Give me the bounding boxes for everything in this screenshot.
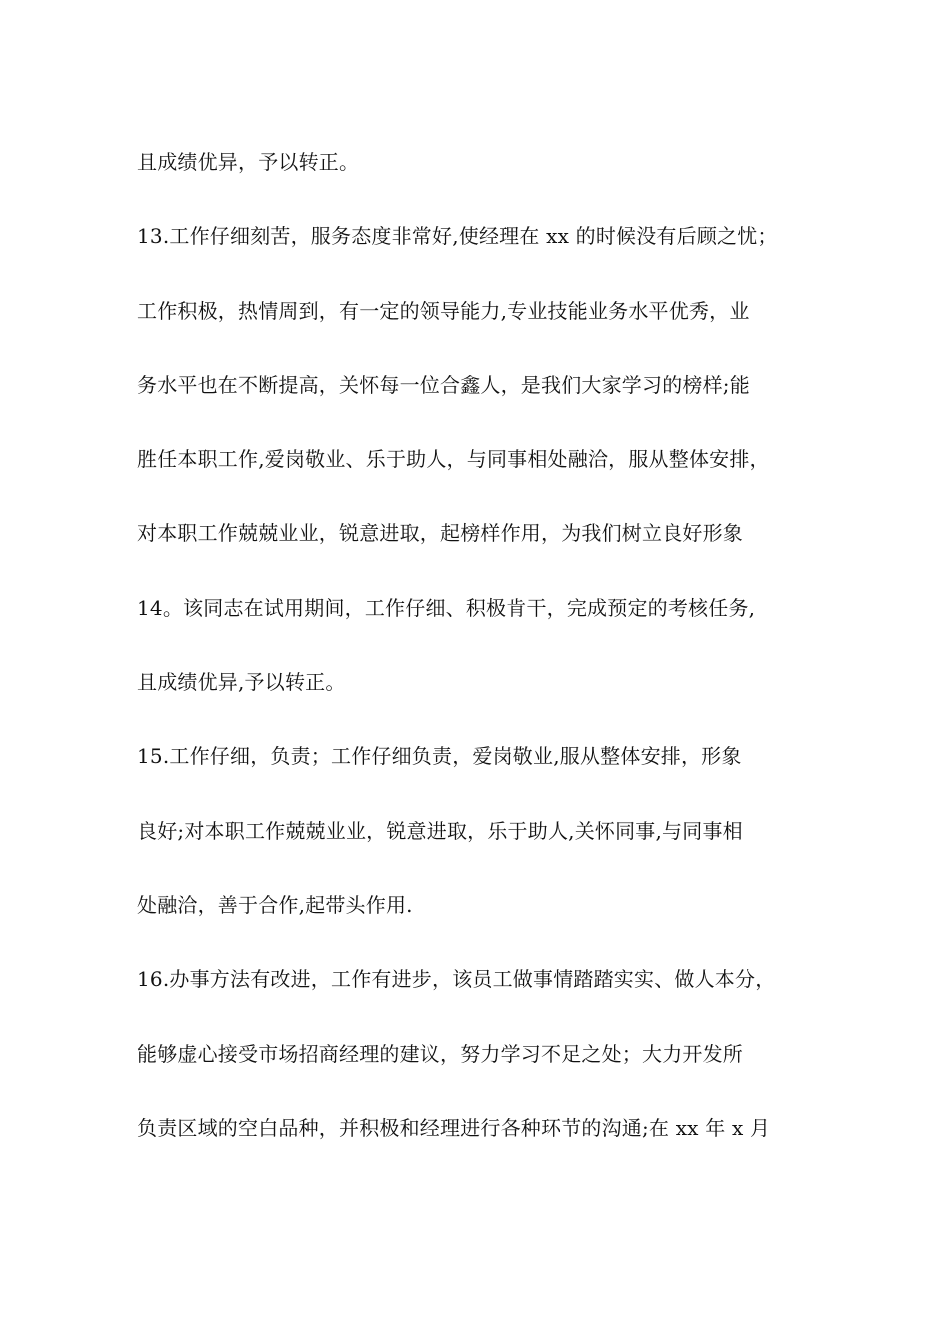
text-line: 且成绩优异,予以转正。 (137, 670, 346, 695)
text-line: 13.工作仔细刻苦，服务态度非常好,使经理在 xx 的时候没有后顾之忧； (137, 224, 778, 249)
document-body (137, 146, 837, 1186)
text-line: 胜任本职工作,爱岗敬业、乐于助人，与同事相处融洽，服从整体安排， (137, 447, 770, 472)
text-line: 务水平也在不断提高，关怀每一位合鑫人，是我们大家学习的榜样;能 (137, 372, 750, 397)
text-line: 对本职工作兢兢业业，锐意进取，起榜样作用，为我们树立良好形象 (137, 521, 743, 546)
text-line: 15.工作仔细，负责；工作仔细负责，爱岗敬业,服从整体安排，形象 (137, 744, 742, 769)
text-line: 工作积极，热情周到，有一定的领导能力,专业技能业务水平优秀，业 (137, 298, 750, 323)
text-line: 良好;对本职工作兢兢业业，锐意进取，乐于助人,关怀同事,与同事相 (137, 818, 743, 843)
text-line: 能够虚心接受市场招商经理的建议，努力学习不足之处；大力开发所 (137, 1041, 743, 1066)
text-line: 负责区域的空白品种，并积极和经理进行各种环节的沟通;在 xx 年 x 月 (137, 1115, 771, 1140)
text-line: 14。该同志在试用期间，工作仔细、积极肯干，完成预定的考核任务, (137, 595, 756, 620)
text-line: 处融洽，善于合作,起带头作用. (137, 892, 413, 917)
text-line: 16.办事方法有改进，工作有进步，该员工做事情踏踏实实、做人本分， (137, 967, 776, 992)
text-line: 且成绩优异，予以转正。 (137, 150, 360, 174)
